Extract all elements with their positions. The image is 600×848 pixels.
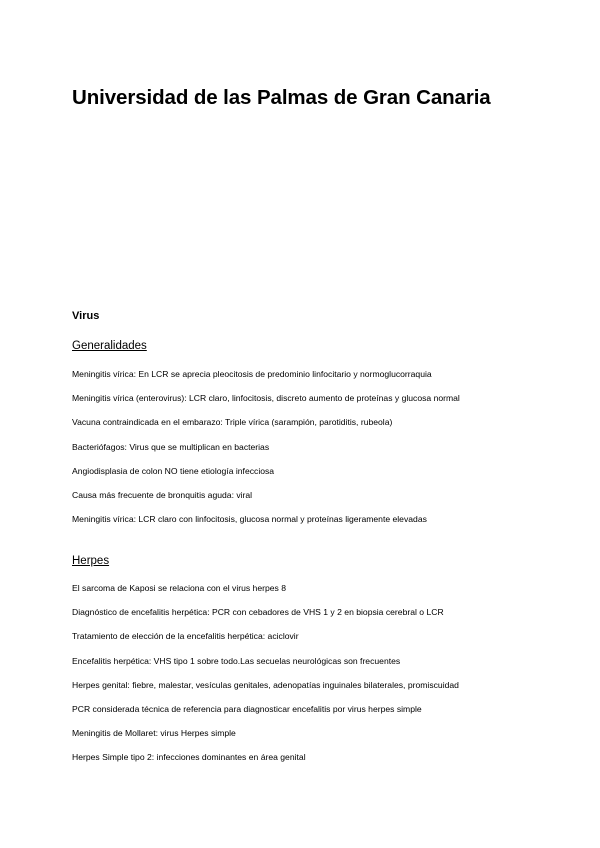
list-item: Meningitis vírica (enterovirus): LCR claro, linfocitosis, discreto aumento de proteínas y glucosa normal: [72, 393, 460, 404]
herpes-list: [72, 582, 459, 776]
list-item: Angiodisplasia de colon NO tiene etiología infecciosa: [72, 465, 275, 476]
generalidades-list: [72, 368, 460, 537]
section-title-virus: Virus: [72, 310, 100, 322]
list-item: Meningitis de Mollaret: virus Herpes simple: [72, 728, 236, 739]
list-item: El sarcoma de Kaposi se relaciona con el virus herpes 8: [72, 583, 287, 593]
list-item: Tratamiento de elección de la encefalitis herpética: aciclovir: [72, 631, 299, 642]
list-item: Herpes genital: fiebre, malestar, vesículas genitales, adenopatías inguinales bilaterales, promiscuidad: [72, 679, 459, 690]
list-item: Meningitis vírica: LCR claro con linfocitosis, glucosa normal y proteínas ligeramente elevadas: [72, 514, 427, 525]
document-title: Universidad de las Palmas de Gran Canaria: [72, 86, 491, 109]
list-item: Bacteriófagos: Virus que se multiplican en bacterias: [72, 441, 270, 452]
list-item: Diagnóstico de encefalitis herpética: PCR con cebadores de VHS 1 y 2 en biopsia cerebral o LCR: [72, 607, 444, 618]
list-item: Vacuna contraindicada en el embarazo: Triple vírica (sarampión, parotiditis, rubeola): [72, 417, 393, 428]
list-item: PCR considerada técnica de referencia para diagnosticar encefalitis por virus herpes simple: [72, 703, 422, 714]
subheading-herpes: Herpes: [72, 555, 110, 567]
list-item: Herpes Simple tipo 2: infecciones dominantes en área genital: [72, 752, 306, 763]
list-item: Encefalitis herpética: VHS tipo 1 sobre todo.Las secuelas neurológicas son frecuentes: [72, 655, 401, 666]
subheading-generalidades: Generalidades: [72, 340, 147, 352]
list-item: Meningitis vírica: En LCR se aprecia pleocitosis de predominio linfocitario y normoglucorraquia: [72, 369, 432, 379]
list-item: Causa más frecuente de bronquitis aguda: viral: [72, 489, 253, 500]
